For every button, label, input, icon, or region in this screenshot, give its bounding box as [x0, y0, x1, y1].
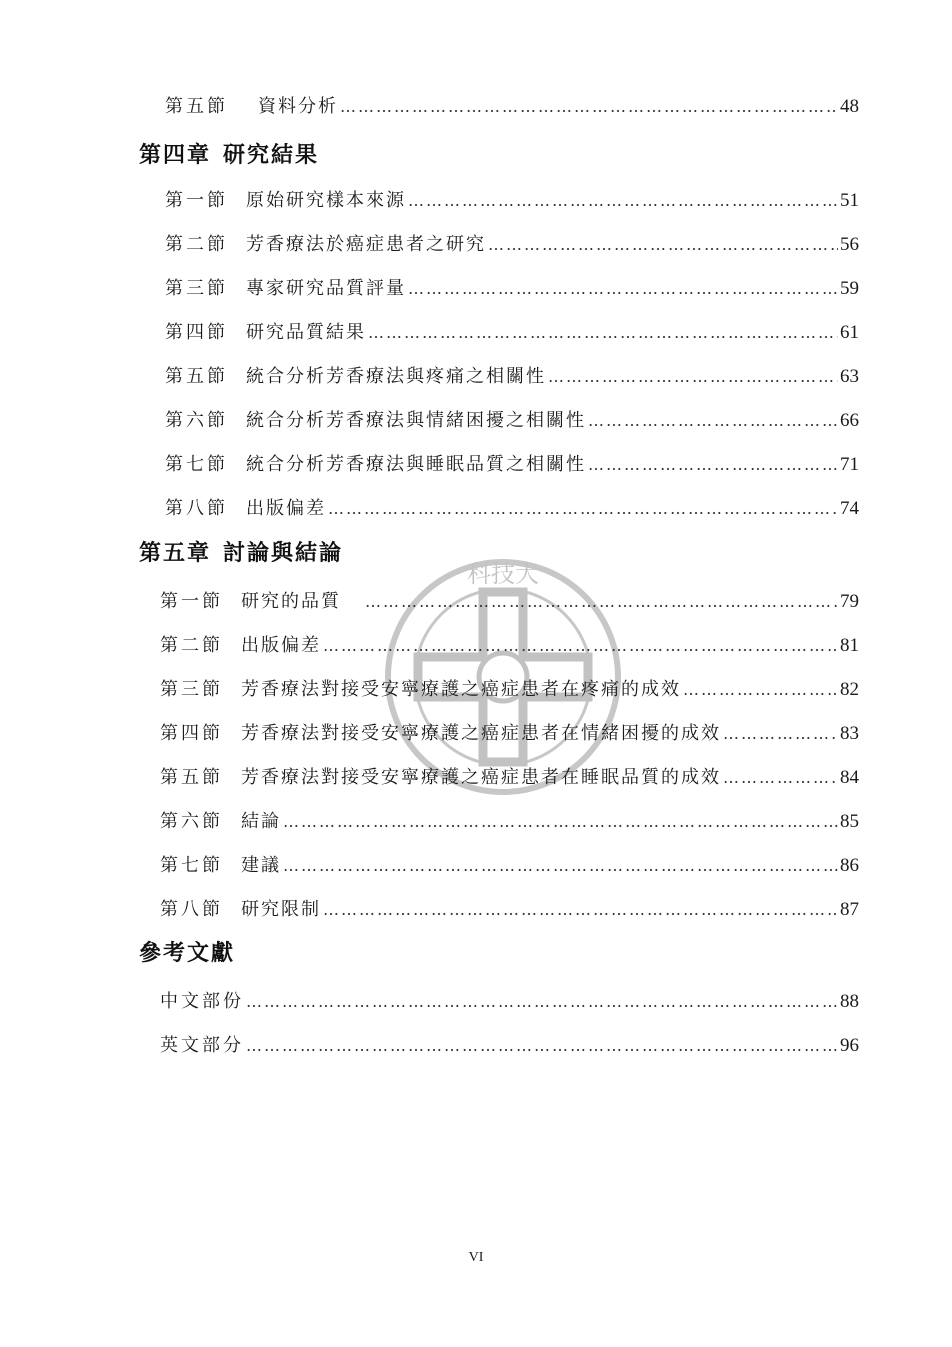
dot-leader	[323, 635, 838, 657]
section-number: 第六節	[160, 811, 223, 832]
chapter-label: 第四章	[139, 142, 212, 168]
chapter-heading[interactable]	[139, 138, 319, 169]
dot-leader	[548, 366, 838, 388]
section-title: 資料分析	[258, 96, 338, 117]
page-number: 63	[840, 366, 859, 387]
toc-entry[interactable]	[160, 583, 859, 613]
section-title: 研究品質結果	[246, 322, 366, 343]
section-number: 第五節	[160, 767, 223, 788]
section-title: 研究的品質	[241, 591, 341, 612]
section-number: 第六節	[165, 410, 228, 431]
page-number: 88	[840, 991, 859, 1012]
section-title: 統合分析芳香療法與情緒困擾之相關性	[246, 410, 586, 431]
toc-entry[interactable]	[165, 270, 859, 300]
dot-leader	[340, 96, 838, 118]
toc-entry[interactable]	[165, 182, 859, 212]
dot-leader	[588, 410, 838, 432]
section-number: 第一節	[160, 591, 223, 612]
dot-leader	[365, 591, 838, 613]
section-number: 第七節	[165, 454, 228, 475]
section-number: 第四節	[160, 723, 223, 744]
section-title: 出版偏差	[241, 635, 321, 656]
dot-leader	[246, 991, 838, 1013]
section-title: 建議	[241, 855, 281, 876]
dot-leader	[283, 811, 838, 833]
dot-leader	[408, 278, 838, 300]
page-number: 81	[840, 635, 859, 656]
toc-entry[interactable]	[160, 983, 859, 1013]
dot-leader	[368, 322, 838, 344]
references-title: 參考文獻	[139, 940, 236, 966]
section-title: 芳香療法於癌症患者之研究	[246, 234, 486, 255]
page-number: 66	[840, 410, 859, 431]
dot-leader	[723, 767, 838, 789]
dot-leader	[323, 899, 838, 921]
dot-leader	[408, 190, 838, 212]
section-number: 第四節	[165, 322, 228, 343]
section-number: 第七節	[160, 855, 223, 876]
toc-entry[interactable]	[160, 847, 859, 877]
dot-leader	[283, 855, 838, 877]
dot-leader	[488, 234, 838, 256]
page-number: 84	[840, 767, 859, 788]
toc-entry[interactable]	[165, 490, 859, 520]
section-number: 第五節	[165, 366, 228, 387]
page-number: 71	[840, 454, 859, 475]
page-number: 61	[840, 322, 859, 343]
page-number: 74	[840, 498, 859, 519]
section-title: 研究限制	[241, 899, 321, 920]
section-number: 第一節	[165, 190, 228, 211]
section-number: 第三節	[160, 679, 223, 700]
chapter-title: 討論與結論	[223, 540, 344, 566]
dot-leader	[246, 1035, 838, 1057]
page-number: 96	[840, 1035, 859, 1056]
seal-text: 科技大	[467, 560, 539, 588]
page-number: 51	[840, 190, 859, 211]
page-number: 87	[840, 899, 859, 920]
toc-entry[interactable]	[165, 446, 859, 476]
references-heading[interactable]	[139, 936, 235, 967]
chapter-title: 研究結果	[223, 142, 320, 168]
section-title: 芳香療法對接受安寧療護之癌症患者在睡眠品質的成效	[241, 767, 721, 788]
dot-leader	[723, 723, 838, 745]
section-number: 第三節	[165, 278, 228, 299]
section-title: 原始研究樣本來源	[246, 190, 406, 211]
section-number: 第八節	[165, 498, 228, 519]
section-title: 專家研究品質評量	[246, 278, 406, 299]
page-number: 59	[840, 278, 859, 299]
page-number: 85	[840, 811, 859, 832]
toc-entry[interactable]	[160, 627, 859, 657]
section-title: 芳香療法對接受安寧療護之癌症患者在疼痛的成效	[241, 679, 681, 700]
toc-entry[interactable]	[165, 226, 859, 256]
section-title: 英文部分	[160, 1035, 244, 1056]
chapter-heading[interactable]	[139, 536, 343, 567]
section-number: 第八節	[160, 899, 223, 920]
dot-leader	[328, 498, 838, 520]
page-number: 48	[840, 96, 859, 117]
toc-entry[interactable]	[160, 891, 859, 921]
section-title: 出版偏差	[246, 498, 326, 519]
toc-entry[interactable]	[165, 88, 859, 118]
toc-entry[interactable]	[165, 402, 859, 432]
page-number: 56	[840, 234, 859, 255]
page-number: 86	[840, 855, 859, 876]
section-title: 結論	[241, 811, 281, 832]
toc-entry[interactable]	[160, 671, 859, 701]
section-title: 統合分析芳香療法與睡眠品質之相關性	[246, 454, 586, 475]
page-number: 83	[840, 723, 859, 744]
chapter-label: 第五章	[139, 540, 212, 566]
section-title: 統合分析芳香療法與疼痛之相關性	[246, 366, 546, 387]
dot-leader	[588, 454, 838, 476]
dot-leader	[683, 679, 838, 701]
section-number: 第二節	[160, 635, 223, 656]
toc-entry[interactable]	[160, 1027, 859, 1057]
page-number: 79	[840, 591, 859, 612]
section-title: 中文部份	[160, 991, 244, 1012]
toc-entry[interactable]	[160, 715, 859, 745]
page-footer-number: VI	[468, 1250, 484, 1265]
toc-entry[interactable]	[160, 759, 859, 789]
page-number: 82	[840, 679, 859, 700]
section-number: 第二節	[165, 234, 228, 255]
section-title: 芳香療法對接受安寧療護之癌症患者在情緒困擾的成效	[241, 723, 721, 744]
toc-entry[interactable]	[165, 358, 859, 388]
toc-entry[interactable]	[160, 803, 859, 833]
toc-entry[interactable]	[165, 314, 859, 344]
section-number: 第五節	[165, 96, 228, 117]
